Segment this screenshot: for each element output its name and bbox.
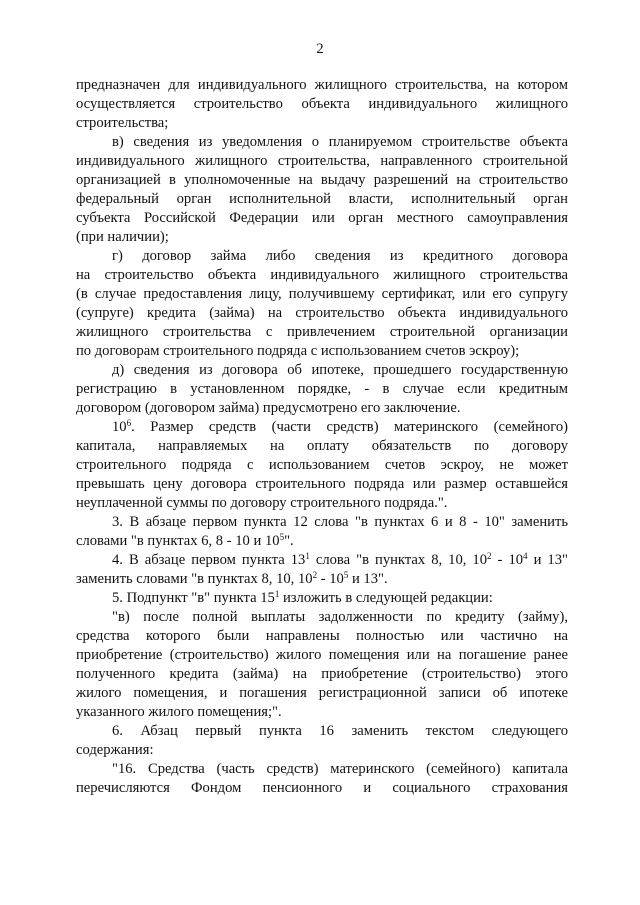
- text-line: содержания:: [76, 742, 154, 758]
- text-line: регистрацию в установленном порядке, - в случае если кредитным: [76, 381, 568, 397]
- text-line: д) сведения из договора об ипотеке, прошедшего государственную: [112, 362, 568, 378]
- text-line: полученного кредита (займа) на приобретение (строительство) этого: [76, 666, 568, 682]
- document-body: [76, 76, 568, 798]
- text-line: предназначен для индивидуального жилищного строительства, на котором: [76, 77, 568, 93]
- text-line: заменить словами "в пунктах 8, 10, $10^2 - 10^5$ и 13".: [76, 570, 388, 587]
- text-line: указанного жилого помещения;".: [76, 704, 282, 720]
- text-line: средства которого были направлены полностью или частично на: [76, 628, 568, 644]
- text-line: 4. В абзаце первом пункта $13^1$ слова "в пунктах 8, 10, $10^2 - 10^4$ и 13": [112, 551, 568, 568]
- page-number: 2: [316, 41, 324, 57]
- text-line: приобретение (строительство) жилого помещения или на погашение ранее: [76, 647, 568, 663]
- text-line: организацией в уполномоченные на выдачу разрешений на строительство: [76, 172, 568, 188]
- text-line: строительства;: [76, 115, 169, 131]
- text-line: федеральный орган исполнительной власти, исполнительный орган: [76, 191, 568, 207]
- text-line: превышать цену договора строительного подряда или размер оставшейся: [76, 476, 568, 492]
- text-line: (при наличии);: [76, 229, 169, 245]
- text-line: договором (договором займа) предусмотрено его заключение.: [76, 400, 461, 416]
- text-line: 6. Абзац первый пункта 16 заменить текстом следующего: [112, 723, 568, 739]
- text-line: $10^6$. Размер средств (части средств) материнского (семейного): [112, 418, 568, 435]
- text-line: осуществляется строительство объекта индивидуального жилищного: [76, 96, 568, 112]
- text-line: словами "в пунктах 6, 8 - 10 и $10^5$".: [76, 532, 294, 549]
- text-line: строительного подряда с использованием счетов эскроу, не может: [76, 457, 568, 473]
- text-line: перечисляются Фондом пенсионного и социального страхования: [76, 780, 568, 796]
- text-line: жилого помещения, и погашения регистрационной записи об ипотеке: [76, 685, 568, 701]
- text-line: 5. Подпункт "в" пункта $15^1$ изложить в следующей редакции:: [112, 589, 493, 606]
- text-line: г) договор займа либо сведения из кредитного договора: [112, 248, 568, 264]
- text-line: на строительство объекта индивидуального жилищного строительства: [76, 267, 568, 283]
- text-line: по договорам строительного подряда с использованием счетов эскроу);: [76, 343, 520, 359]
- text-line: в) сведения из уведомления о планируемом строительстве объекта: [112, 134, 568, 150]
- text-line: субъекта Российской Федерации или орган местного самоуправления: [76, 210, 568, 226]
- text-line: капитала, направляемых на оплату обязательств по договору: [76, 438, 568, 454]
- text-line: (супруге) кредита (займа) на строительство объекта индивидуального: [76, 305, 568, 321]
- text-line: неуплаченной суммы по договору строительного подряда.".: [76, 495, 448, 511]
- text-line: "16. Средства (часть средств) материнского (семейного) капитала: [112, 761, 568, 777]
- text-line: "в) после полной выплаты задолженности по кредиту (займу),: [112, 609, 568, 625]
- text-line: 3. В абзаце первом пункта 12 слова "в пунктах 6 и 8 - 10" заменить: [112, 514, 568, 530]
- text-line: индивидуального жилищного строительства, направленного строительной: [76, 153, 568, 169]
- text-line: (в случае предоставления лицу, получившему сертификат, или его супругу: [76, 286, 568, 302]
- text-line: жилищного строительства с привлечением строительной организации: [76, 324, 568, 340]
